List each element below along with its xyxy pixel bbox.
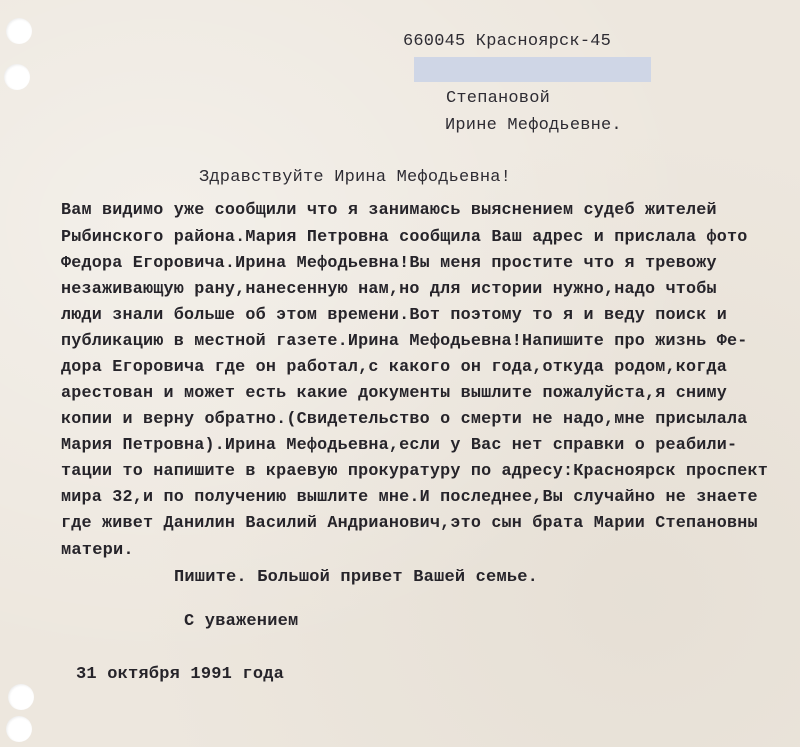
body-line: люди знали больше об этом времени.Вот поэтому то я и веду поиск и	[61, 306, 727, 325]
body-line: незаживающую рану,нанесенную нам,но для истории нужно,надо чтобы	[61, 280, 717, 299]
body-line: Рыбинского района.Мария Петровна сообщила Ваш адрес и прислала фото	[61, 228, 748, 247]
punch-hole	[6, 716, 32, 742]
body-line: дора Егоровича где он работал,с какого он года,откуда родом,когда	[61, 358, 727, 377]
closing-wishes: Пишите. Большой привет Вашей семье.	[174, 568, 539, 587]
body-line: копии и верну обратно.(Свидетельство о смерти не надо,мне присылала	[61, 410, 748, 429]
body-line: Вам видимо уже сообщили что я занимаюсь выяснением судеб жителей	[61, 201, 717, 220]
body-line: мира 32,и по получению вышлите мне.И последнее,Вы случайно не знаете	[61, 488, 758, 507]
greeting: Здравствуйте Ирина Мефодьевна!	[199, 168, 512, 187]
body-line: где живет Данилин Василий Андрианович,это сын брата Марии Степановны	[61, 514, 758, 533]
redacted-address-block	[414, 57, 651, 82]
body-line: Федора Егоровича.Ирина Мефодьевна!Вы меня простите что я тревожу	[61, 254, 717, 273]
body-line: тации то напишите в краевую прокуратуру по адресу:Красноярск проспект	[61, 462, 768, 481]
punch-hole	[4, 64, 30, 90]
letter-date: 31 октября 1991 года	[76, 665, 285, 684]
body-line: арестован и может есть какие документы вышлите пожалуйста,я сниму	[61, 384, 727, 403]
closing-salutation: С уважением	[184, 612, 299, 631]
postal-address: 660045 Красноярск-45	[403, 32, 612, 51]
recipient-surname: Степановой	[446, 89, 551, 108]
punch-hole	[6, 18, 32, 44]
body-line: матери.	[61, 541, 134, 560]
body-line: Мария Петровна).Ирина Мефодьевна,если у Вас нет справки о реабили-	[61, 436, 738, 455]
body-line: публикацию в местной газете.Ирина Мефодьевна!Напишите про жизнь Фе-	[61, 332, 748, 351]
punch-hole	[8, 684, 34, 710]
recipient-name: Ирине Мефодьевне.	[445, 116, 622, 135]
